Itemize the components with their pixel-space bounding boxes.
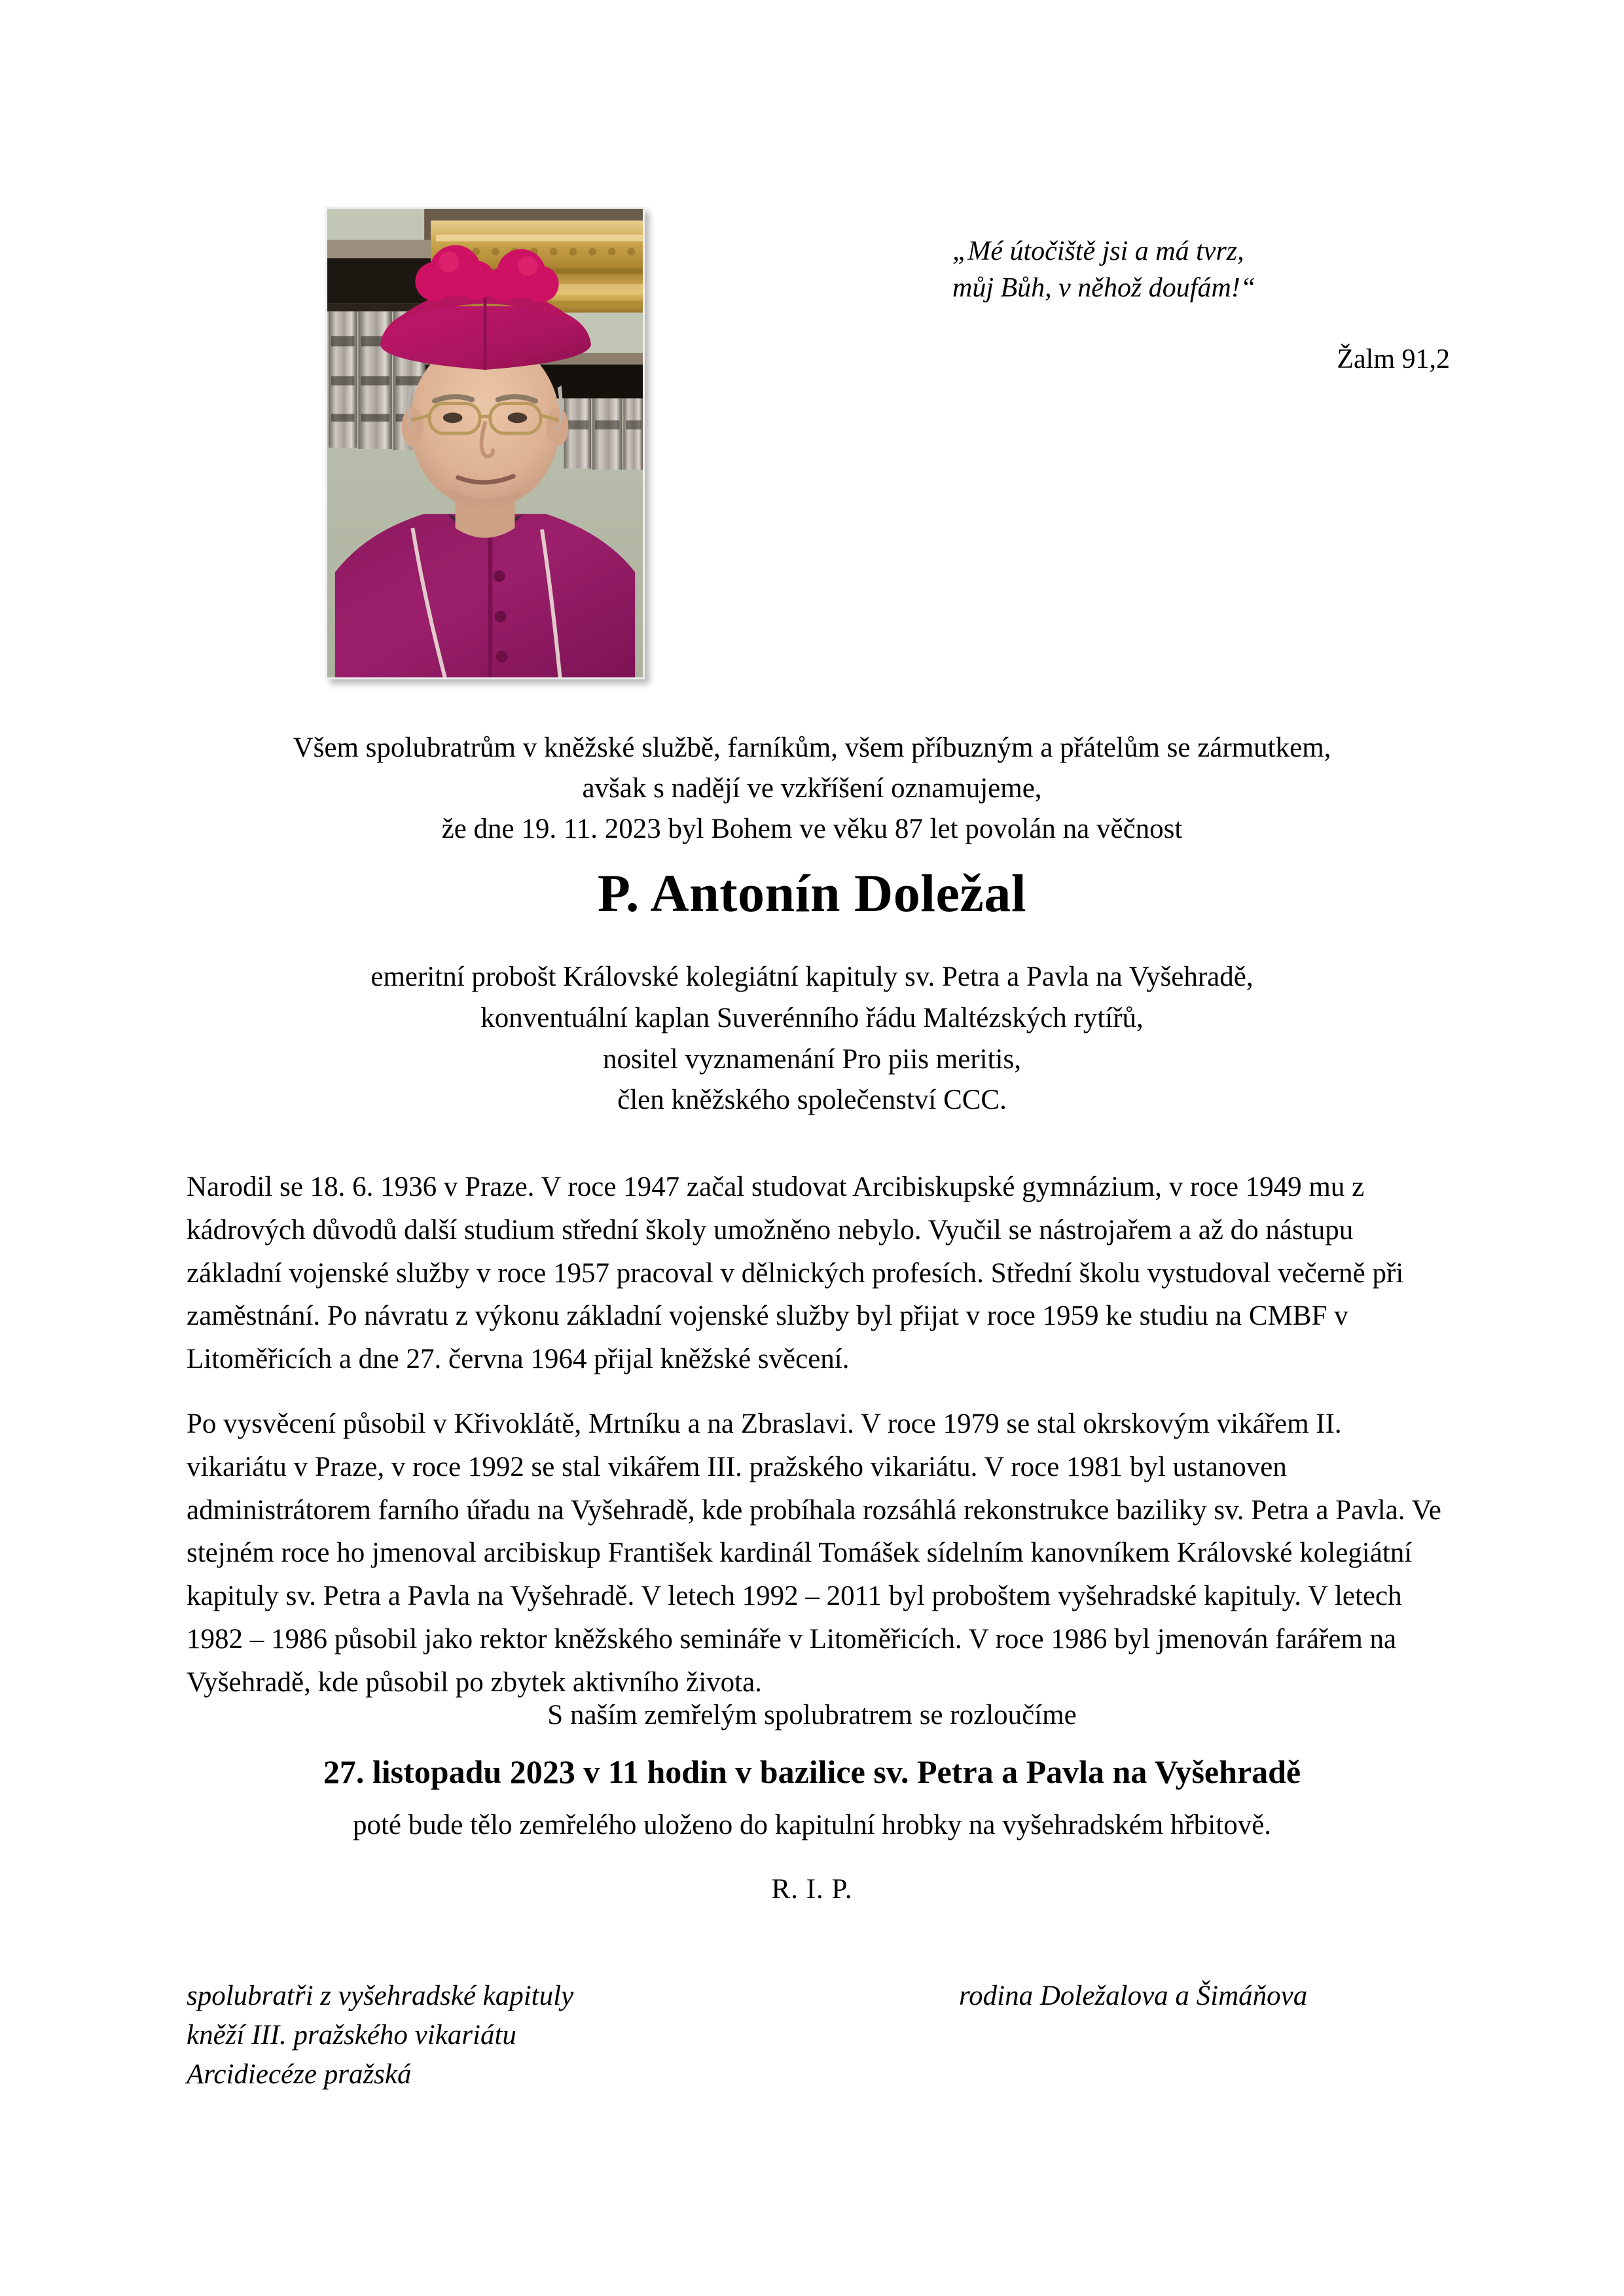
signature-left-line: Arcidiecéze pražská bbox=[187, 2059, 412, 2090]
title-line: člen kněžského společenství CCC. bbox=[617, 1085, 1007, 1116]
deceased-titles bbox=[0, 957, 1624, 1121]
signature-left bbox=[187, 1977, 573, 2095]
farewell-details: 27. listopadu 2023 v 11 hodin v bazilice sv. Petra a Pavla na Vyšehradě bbox=[323, 1753, 1301, 1790]
biography-paragraph-2: Po vysvěcení působil v Křivoklátě, Mrtníku a na Zbraslavi. V roce 1979 se stal okrskovým vikářem II. vikariátu v Praze, v roce 1992 se stal vikářem III. pražského vikariátu. V roce 1981 byl ustanoven administrátorem farního úřadu na Vyšehradě, kde probíhala rozsáhlá rekonstrukce baziliky sv. Petra a Pavla. Ve stejném roce ho jmenoval arcibiskup František kardinál Tomášek sídelním kanovníkem Královské kolegiátní kapituly sv. Petra a Pavla na Vyšehradě. V letech 1992 – 2011 byl proboštem vyšehradské kapituly. V letech 1982 – 1986 působil jako rektor kněžského semináře v Litoměřicích. V roce 1986 byl jmenován farářem na Vyšehradě, kde působil po zbytek aktivního života. bbox=[187, 1408, 1441, 1698]
portrait-photo bbox=[325, 207, 645, 679]
signature-left-line: kněží III. pražského vikariátu bbox=[187, 2020, 516, 2051]
deceased-name: P. Antonín Doležal bbox=[597, 863, 1027, 923]
signature-right bbox=[959, 1977, 1307, 2016]
announcement-line-2: avšak s nadějí ve vzkříšení oznamujeme, bbox=[582, 772, 1042, 804]
bookshelf-right bbox=[564, 399, 643, 470]
announcement-line-1: Všem spolubratrům v kněžské službě, farníkům, všem příbuzným a přátelům se zármutkem, bbox=[293, 732, 1331, 763]
epigraph bbox=[952, 233, 1450, 378]
signature-right-line: rodina Doležalova a Šimáňova bbox=[959, 1981, 1308, 2011]
epigraph-source: Žalm 91,2 bbox=[1337, 344, 1450, 374]
title-line: konventuální kaplan Suverénního řádu Maltézských rytířů, bbox=[480, 1002, 1144, 1033]
title-line: nositel vyznamenání Pro piis meritis, bbox=[603, 1043, 1021, 1075]
title-line: emeritní probošt Královské kolegiátní kapituly sv. Petra a Pavla na Vyšehradě, bbox=[370, 961, 1254, 992]
burial-note: poté bude tělo zemřelého uloženo do kapitulní hrobky na vyšehradském hřbitově. bbox=[352, 1810, 1272, 1840]
biography-paragraph-1: Narodil se 18. 6. 1936 v Praze. V roce 1947 začal studovat Arcibiskupské gymnázium, v roce 1949 mu z kádrových důvodů další studium střední školy umožněno nebylo. Vyučil se nástrojařem a až do nástupu základní vojenské služby v roce 1957 pracoval v dělnických profesích. Střední školu vystudoval večerně při zaměstnání. Po návratu z výkonu základní vojenské služby byl přijat v roce 1959 ke studiu na CMBF v Litoměřicích a dne 27. června 1964 přijal kněžské svěcení. bbox=[187, 1172, 1404, 1375]
announcement-text bbox=[0, 728, 1624, 850]
announcement-line-3: že dne 19. 11. 2023 byl Bohem ve věku 87 let povolán na věčnost bbox=[441, 813, 1183, 844]
header-block bbox=[0, 196, 1624, 694]
farewell-intro: S naším zemřelým spolubratrem se rozloučíme bbox=[547, 1700, 1077, 1731]
portrait-illustration bbox=[327, 209, 643, 677]
signature-block bbox=[0, 1977, 1624, 2121]
epigraph-line-1: „Mé útočiště jsi a má tvrz, bbox=[952, 236, 1244, 266]
cassock bbox=[335, 514, 635, 677]
signature-left-line: spolubratři z vyšehradské kapituly bbox=[187, 1981, 574, 2011]
epigraph-line-2: můj Bůh, v něhož doufám!“ bbox=[952, 273, 1256, 304]
rip-text: R. I. P. bbox=[771, 1874, 853, 1905]
